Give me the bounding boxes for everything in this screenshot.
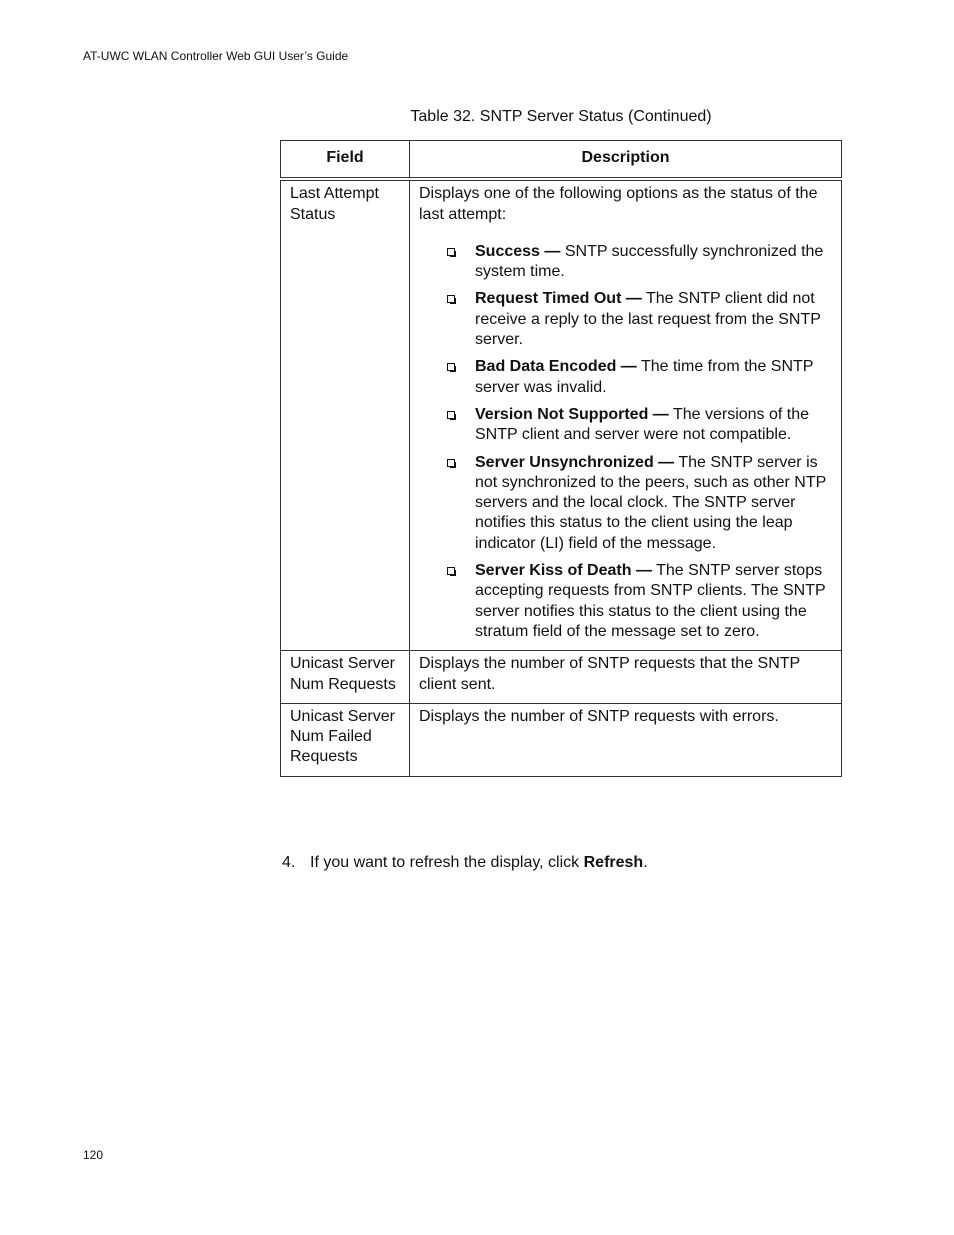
option-text: SNTP successfully synchronized the system time. (475, 242, 824, 281)
checkbox-bullet-icon (447, 363, 455, 371)
step-text: If you want to refresh the display, click (310, 854, 584, 871)
sntp-status-table (280, 140, 842, 777)
table-caption: Table 32. SNTP Server Status (Continued) (410, 108, 712, 125)
field-name: Last Attempt Status (290, 185, 379, 223)
checkbox-bullet-icon (447, 295, 455, 303)
option-term: Success — (475, 242, 561, 260)
checkbox-bullet-icon (447, 459, 455, 467)
list-item (447, 242, 832, 283)
checkbox-bullet-icon (447, 248, 455, 256)
description-cell (410, 703, 842, 776)
option-term: Request Timed Out — (475, 290, 642, 308)
option-term: Server Unsynchronized — (475, 453, 675, 471)
option-term: Bad Data Encoded — (475, 358, 637, 376)
refresh-button-reference: Refresh (583, 854, 644, 871)
list-item (447, 453, 832, 554)
column-header-description: Description (410, 141, 842, 180)
checkbox-bullet-icon (447, 567, 455, 575)
field-cell (281, 703, 410, 776)
page-number: 120 (83, 1148, 104, 1162)
table-row (281, 651, 842, 704)
status-option-list (419, 242, 832, 642)
option-text: The versions of the SNTP client and server were not compatible. (475, 405, 810, 444)
option-term: Version Not Supported — (475, 405, 669, 423)
description-text: Displays the number of SNTP requests that the SNTP client sent. (419, 655, 800, 693)
table-row (281, 703, 842, 776)
running-header: AT-UWC WLAN Controller Web GUI User’s Guide (83, 49, 349, 63)
field-cell (281, 179, 410, 650)
list-item (447, 405, 832, 446)
checkbox-bullet-icon (447, 411, 455, 419)
step-number: 4. (282, 854, 296, 871)
option-text: The SNTP client did not receive a reply to the last request from the SNTP server. (475, 290, 821, 349)
table-header-row (281, 141, 842, 180)
field-cell (281, 651, 410, 704)
option-text: The SNTP server is not synchronized to the peers, such as other NTP servers and the local clock. The SNTP server notifies this status to the client using the leap indicator (LI) field of the message. (475, 453, 827, 552)
list-item (447, 357, 832, 398)
description-cell (410, 651, 842, 704)
field-name: Unicast Server Num Requests (290, 655, 396, 693)
list-item (447, 561, 832, 642)
column-header-field: Field (281, 141, 410, 180)
option-text: The SNTP server stops accepting requests from SNTP clients. The SNTP server notifies this status to the client using the stratum field of the message set to zero. (475, 562, 826, 640)
field-name: Unicast Server Num Failed Requests (290, 707, 395, 766)
table-row (281, 179, 842, 650)
procedure-step (282, 854, 648, 872)
list-item (447, 289, 832, 350)
step-end: . (643, 854, 648, 871)
option-term: Server Kiss of Death — (475, 562, 652, 580)
description-text: Displays one of the following options as the status of the last attempt: (419, 185, 818, 223)
description-text: Displays the number of SNTP requests with errors. (419, 707, 779, 725)
option-text: The time from the SNTP server was invalid. (475, 358, 814, 396)
description-cell (410, 179, 842, 650)
